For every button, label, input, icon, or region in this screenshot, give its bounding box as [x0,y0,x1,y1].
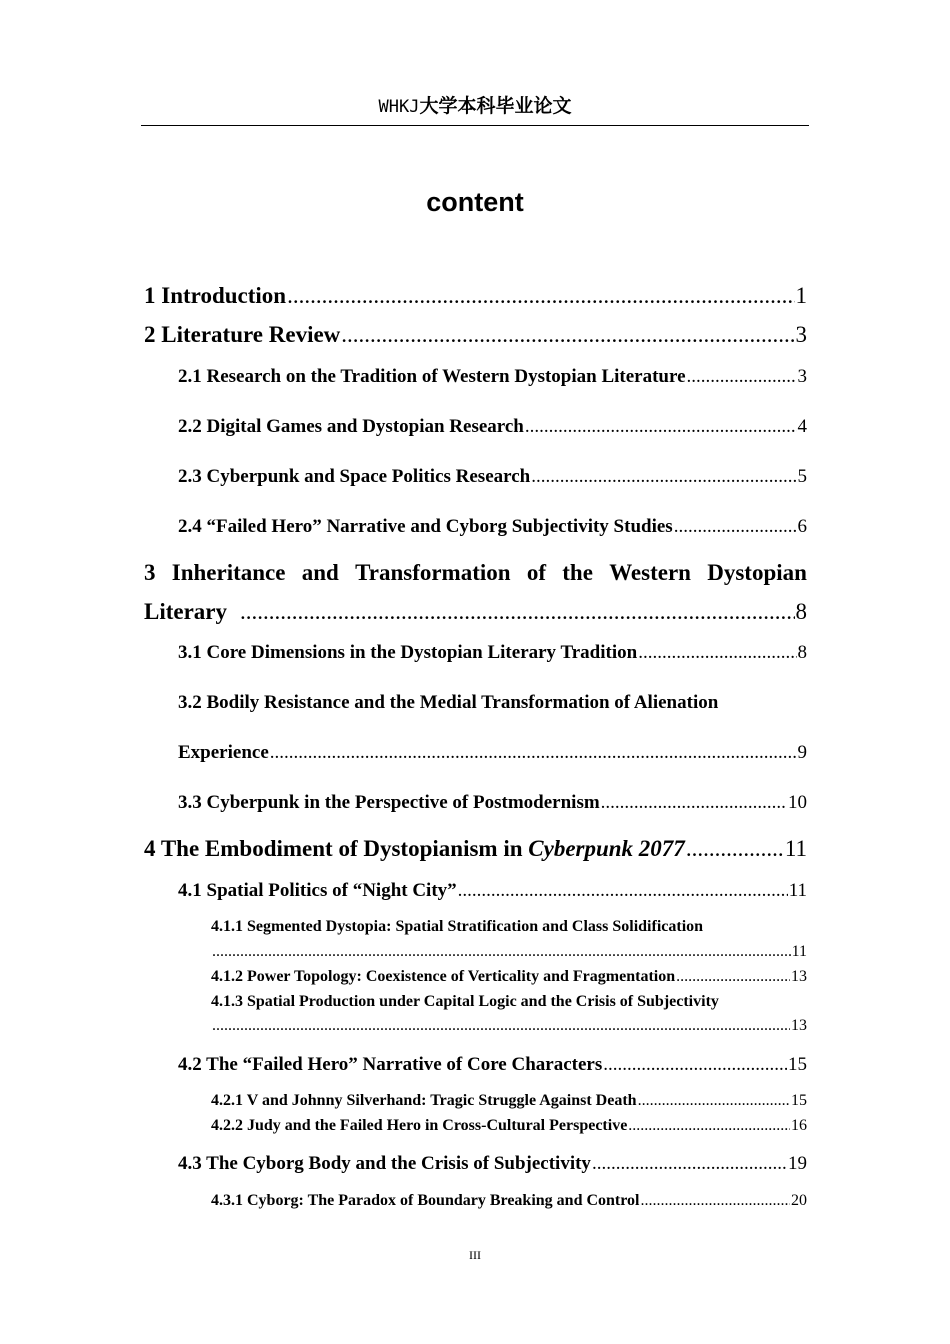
toc-entry-page: 8 [795,599,807,624]
toc-entry-page: 13 [791,1017,807,1034]
toc-leader [641,1192,791,1210]
toc-word: 3 [144,560,156,585]
toc-entry-title: 4.3 The Cyborg Body and the Crisis of Subjectivity [178,1153,591,1174]
toc-entry-3-2[interactable] [178,742,807,764]
toc-leader [592,1153,787,1175]
toc-entry-title: 4.2.1 V and Johnny Silverhand: Tragic Struggle Against Death [211,1092,637,1109]
toc-entry-page: 8 [797,642,807,663]
toc-leader [676,968,790,986]
toc-entry-3-2-line1[interactable]: 3.2 Bodily Resistance and the Medial Transformation of Alienation [178,692,719,713]
toc-entry-page: 11 [788,880,807,901]
toc-entry-2[interactable] [144,322,807,348]
toc-entry-3-line1[interactable] [144,560,807,586]
toc-leader [525,416,797,438]
toc-entry-4-2-1[interactable] [211,1092,807,1110]
toc-entry-3-1[interactable] [178,642,807,664]
toc-leader [240,599,794,625]
header-latin: WHKJ [378,97,420,117]
toc-entry-page: 1 [795,283,807,308]
toc-word: and [301,560,339,585]
toc-entry-4-1-2[interactable] [211,968,807,986]
toc-entry-title: 2 Literature Review [144,322,341,347]
toc-leader [638,642,796,664]
toc-entry-4-1-1[interactable] [211,943,807,961]
page-header [141,93,809,126]
toc-entry-3-3[interactable] [178,792,807,814]
toc-entry-title: 4.1.2 Power Topology: Coexistence of Verticality and Fragmentation [211,968,676,985]
toc-entry-1[interactable] [144,283,807,309]
toc-entry-2-1[interactable] [178,366,807,388]
toc-entry-page: 20 [791,1192,807,1209]
toc-entry-page: 13 [791,968,807,985]
toc-entry-title: 1 Introduction [144,283,287,308]
toc-entry-4-1-1-line1[interactable]: 4.1.1 Segmented Dystopia: Spatial Stratification and Class Solidification [211,918,704,935]
toc-entry-2-3[interactable] [178,466,807,488]
page-number: III [469,1248,481,1262]
toc-entry-title: 4.2.2 Judy and the Failed Hero in Cross-Cultural Perspective [211,1117,628,1134]
toc-entry-title: 2.2 Digital Games and Dystopian Research [178,416,524,437]
toc-entry-page: 15 [788,1054,807,1075]
toc-entry-page: 6 [797,516,807,537]
toc-entry-page: 5 [797,466,807,487]
toc-leader [601,792,787,814]
toc-leader [341,322,794,348]
toc-entry-4[interactable] [144,836,807,862]
toc-entry-page: 19 [788,1153,807,1174]
toc-title: content [426,187,524,217]
toc-entry-page: 3 [797,366,807,387]
toc-leader [628,1117,790,1135]
toc-entry-page: 15 [791,1092,807,1109]
toc-word: Inheritance [171,560,286,585]
toc-entry-4-1-3[interactable] [211,1017,807,1035]
toc-entry-4-1[interactable] [178,880,807,902]
toc-entry-page: 3 [795,322,807,347]
toc-entry-page: 11 [784,836,807,861]
toc-word: the [562,560,593,585]
toc-entry-title: Literary [144,599,228,624]
toc-leader [212,943,791,961]
toc-entry-page: 16 [791,1117,807,1134]
toc-entry-title: 4.3.1 Cyborg: The Paradox of Boundary Breaking and Control [211,1192,640,1209]
toc-title-italic: Cyberpunk 2077 [528,836,685,861]
toc-leader [674,516,797,538]
toc-entry-2-4[interactable] [178,516,807,538]
header-cjk: 大学本科毕业论文 [419,96,572,117]
toc-entry-4-2[interactable] [178,1054,807,1076]
toc-entry-page: 4 [797,416,807,437]
toc-entry-title: 4.1 Spatial Politics of “Night City” [178,880,457,901]
toc-leader [458,880,788,902]
toc-leader [686,836,784,862]
toc-leader [212,1017,790,1035]
toc-leader [687,366,797,388]
toc-entry-title: 4.2 The “Failed Hero” Narrative of Core Characters [178,1054,603,1075]
toc-entry-3[interactable] [144,599,807,625]
toc-entry-title: 2.1 Research on the Tradition of Western Dystopian Literature [178,366,686,387]
toc-entry-4-2-2[interactable] [211,1117,807,1135]
toc-entry-2-2[interactable] [178,416,807,438]
toc-title-prefix: 4 The Embodiment of Dystopianism in [144,836,529,861]
toc-entry-title: 2.3 Cyberpunk and Space Politics Research [178,466,531,487]
toc-entry-title [144,836,685,862]
toc-entry-title: 2.4 “Failed Hero” Narrative and Cyborg Subjectivity Studies [178,516,673,537]
toc-word: Transformation [355,560,511,585]
toc-entry-4-1-3-line1[interactable]: 4.1.3 Spatial Production under Capital Logic and the Crisis of Subjectivity [211,993,719,1010]
toc-leader [638,1092,790,1110]
toc-entry-title: 3.1 Core Dimensions in the Dystopian Literary Tradition [178,642,638,663]
toc-leader [287,283,794,309]
toc-leader [603,1054,787,1076]
toc-leader [270,742,797,764]
toc-entry-4-3[interactable] [178,1153,807,1175]
toc-entry-page: 9 [797,742,807,763]
toc-entry-4-3-1[interactable] [211,1192,807,1210]
toc-leader [531,466,796,488]
toc-entry-page: 10 [788,792,807,813]
toc-word: Western [609,560,691,585]
toc-word: of [526,560,546,585]
toc-word: Dystopian [707,560,807,585]
toc-entry-page: 11 [791,943,807,960]
toc-entry-title: 3.3 Cyberpunk in the Perspective of Postmodernism [178,792,600,813]
toc-entry-title: Experience [178,742,269,763]
